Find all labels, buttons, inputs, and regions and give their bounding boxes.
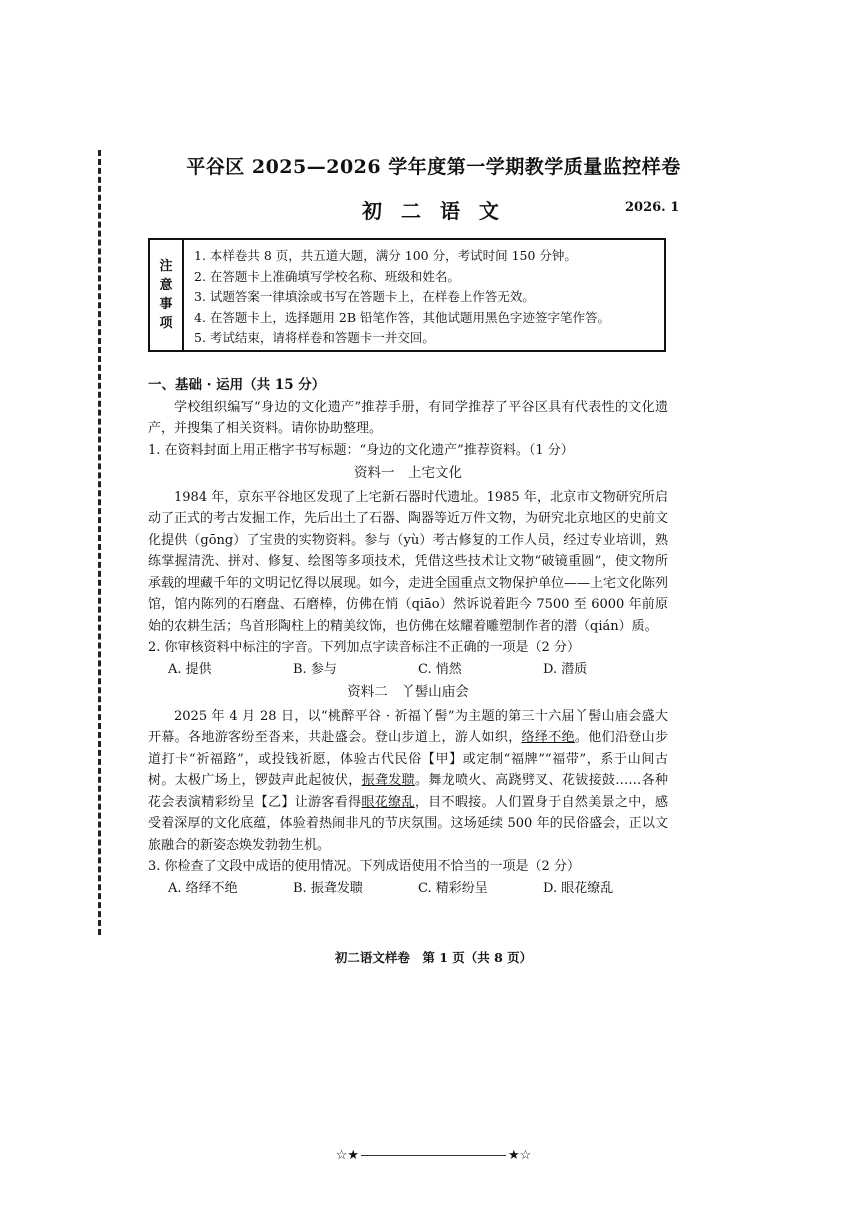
underlined-idiom: 振聋发聩 (361, 773, 416, 788)
notice-items (184, 240, 664, 350)
underlined-idiom: 眼花缭乱 (361, 794, 415, 810)
page-subtitle: 初 二 语 文 (362, 199, 505, 223)
notice-label-char: 注 (159, 259, 173, 274)
page-title: 平谷区 2025—2026 学年度第一学期教学质量监控样卷 (186, 156, 681, 178)
option-b: B. 参与 (293, 661, 337, 677)
question-2: 2. 你审核资料中标注的字音。下列加点字读音标注不正确的一项是（2 分） (148, 640, 580, 655)
star-icon: ★☆ (508, 1148, 532, 1163)
option-c: C. 精彩纷呈 (418, 880, 488, 896)
question-3: 3. 你检查了文段中成语的使用情况。下列成语使用不恰当的一项是（2 分） (148, 859, 580, 874)
option-a: A. 络绎不绝 (168, 880, 238, 896)
material-2-title: 资料二 丫髻山庙会 (347, 684, 469, 700)
notice-label-char: 项 (159, 316, 173, 331)
section-intro: 学校组织编写“身边的文化遗产”推荐手册，有同学推荐了平谷区具有代表性的文化遗产，并搜集了相关资料。请你协助整理。 (148, 399, 668, 436)
notice-item: 5. 考试结束，请将样卷和答题卡一并交回。 (194, 330, 435, 345)
option-d: D. 眼花缭乱 (543, 880, 614, 896)
notice-item: 4. 在答题卡上，选择题用 2B 铅笔作答，其他试题用黑色字迹签字笔作答。 (194, 309, 610, 325)
option-a: A. 提供 (168, 661, 212, 677)
notice-label (150, 240, 184, 350)
text-segment: 。他们沿登山步道打卡“祈福路”，或投钱祈愿，体验古代民俗【甲】或定制“福牌”“福带”，系于山间古树。太极广场上，锣鼓声此起彼伏， (148, 730, 668, 788)
text-segment: 。舞龙喷火、高跷劈叉、花钹接鼓……各种花会表演精彩纷呈【乙】让游客看得 (148, 773, 668, 810)
option-c: C. 悄然 (418, 661, 462, 677)
text-segment: ，目不暇接。人们置身于自然美景之中，感受着深厚的文化底蕴，体验着热闹非凡的节庆氛围。这场延续 500 年的民俗盛会，正以文旅融合的新姿态焕发勃勃生机。 (148, 794, 668, 853)
section-1 (148, 375, 668, 899)
decoration-line (361, 1155, 506, 1156)
footer-decoration (0, 1148, 867, 1163)
page-footer: 初二语文样卷 第 1 页（共 8 页） (334, 950, 533, 965)
notice-item: 1. 本样卷共 8 页，共五道大题，满分 100 分，考试时间 150 分钟。 (194, 248, 577, 263)
question-2-options (148, 659, 668, 681)
text-segment: 2025 年 4 月 28 日，以“桃醉平谷 · 祈福丫髻”为主题的第三十六届丫髻山庙会盛大开幕。各地游客纷至沓来，共赴盛会。登山步道上，游人如织， (148, 708, 668, 745)
material-2-text (148, 706, 668, 857)
underlined-idiom: 络绎不绝 (521, 730, 575, 745)
notice-item: 2. 在答题卡上准确填写学校名称、班级和姓名。 (194, 268, 460, 284)
question-1: 1. 在资料封面上用正楷字书写标题：“身边的文化遗产”推荐资料。（1 分） (148, 442, 574, 458)
notice-box (148, 238, 666, 352)
star-icon: ☆★ (335, 1148, 359, 1163)
option-b: B. 振聋发聩 (293, 880, 363, 896)
section-title: 一、基础 · 运用（共 15 分） (148, 377, 326, 393)
material-1-text: 1984 年，京东平谷地区发现了上宅新石器时代遗址。1985 年，北京市文物研究所启动了正式的考古发掘工作，先后出土了石器、陶器等近万件文物，为研究北京地区的史前文化提供（gōng）了宝贵的实物资料。参与（yù）考古修复的工作人员，经过专业培训，熟练掌握清洗、拼对、修复、绘图等多项技术，凭借这些技术让文物“破镜重圆”，使文物所承载的埋藏千年的文明记忆得以展现。如今，走进全国重点文物保护单位——上宅文化陈列馆，馆内陈列的石磨盘、石磨棒，仿佛在悄（qiāo）然诉说着距今 7500 至 6000 年前原始的农耕生活；鸟首形陶柱上的精美纹饰，也仿佛在炫耀着雕塑制作者的潜（qián）质。 (148, 489, 669, 634)
material-1-title: 资料一 上宅文化 (354, 465, 462, 481)
exam-date: 2026. 1 (625, 200, 680, 215)
option-d: D. 潜质 (543, 661, 588, 677)
question-3-options (148, 878, 668, 900)
notice-label-char: 事 (159, 297, 173, 312)
binding-dashed-line (98, 150, 101, 935)
notice-label-char: 意 (159, 278, 173, 293)
notice-item: 3. 试题答案一律填涂或书写在答题卡上，在样卷上作答无效。 (194, 289, 535, 304)
